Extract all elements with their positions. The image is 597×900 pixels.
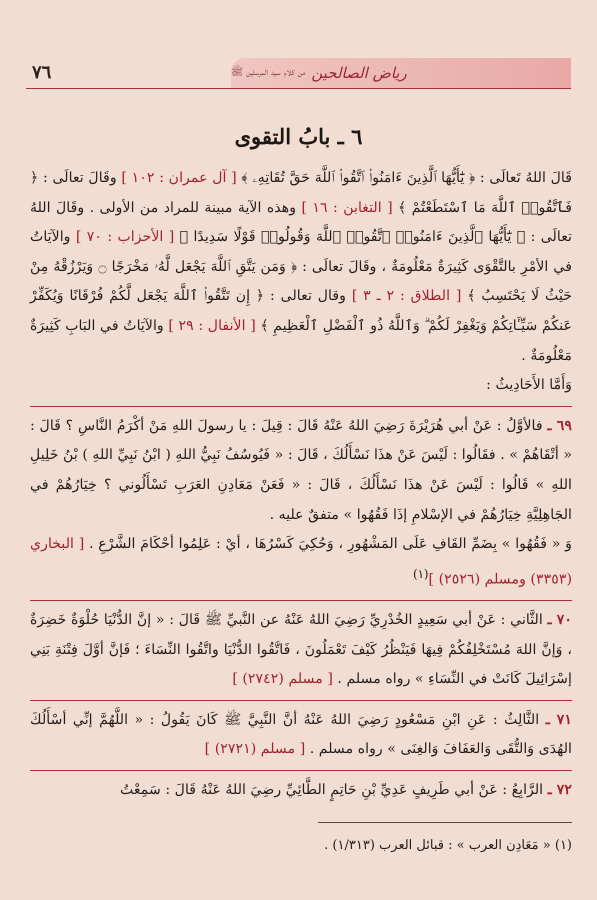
- verse-reference: [ الأحزاب : ٧٠ ]: [75, 229, 175, 246]
- hadith-69-note: وَ « فَقُهُوا » بِضَمِّ القَافِ عَلَى المَشْهُورِ ، وَحُكِيَ كَسْرُهَا ، أيْ : عَلِمُوا أحْكَامَ الشَّرْعِ . [ البخاري (٣٣٥٣) ومسلم (٢٥٢٦) ]$^{(١)}$: [30, 536, 572, 588]
- page-number: ٧٦: [32, 62, 52, 83]
- hadith-reference: [ البخاري (٣٣٥٣) ومسلم (٢٥٢٦) ]: [30, 536, 572, 588]
- hadith-number: ٧٢ ـ: [547, 782, 572, 799]
- footnote: [30, 838, 572, 853]
- hadith-69: ٦٩ ـ فالأوَّلُ : عَنْ أبي هُرَيْرَةَ رَضِيَ اللهُ عَنْهُ قَالَ : قِيلَ : يا رسولَ اللهِ مَنْ أكْرَمُ النَّاسِ ؟ قَالَ : « أتْقَاهُمْ » . فقَالُوا : لَيْسَ عَنْ هذَا نَسْأَلُكَ ، قَالَ : « فَيُوسُفُ نَبِيُّ اللهِ ( ابْنُ نَبِيِّ اللهِ ) بْنُ خَلِيلِ اللهِ » قَالُوا : لَيْسَ عَنْ هذَا نَسْأَلُكَ ، قَالَ : « فَعَنْ مَعَادِنِ العَرَبِ تَسْأَلُوني ؟ خِيَارُهُمْ في الجَاهِلِيَّةِ خِيَارُهُمْ في الإسْلامِ إذَا فَقُهُوا » متفقٌ عليه .: [30, 417, 572, 523]
- hadith-number: ٦٩ ـ: [547, 417, 572, 434]
- verse-reference: [ التغابن : ١٦ ]: [301, 199, 393, 216]
- footnote-number: (١): [554, 838, 572, 853]
- hadith-intro: وَأَمَّا الأَحَادِيثُ :: [486, 377, 572, 394]
- footnote-text: « مَعَادِن العرب » : قبائل العرب (١/٣١٣) .: [324, 838, 551, 853]
- section-divider: [30, 600, 572, 601]
- verse-reference: [ آل عمران : ١٠٢ ]: [121, 170, 237, 186]
- hadith-reference: [ مسلم (٢٧٤٢) ]: [232, 671, 333, 688]
- verse-reference: [ الطلاق : ٢ ـ ٣ ]: [351, 288, 462, 305]
- footnote-marker: (١): [412, 566, 429, 581]
- footnote-rule: [318, 822, 572, 823]
- section-divider: [30, 406, 572, 407]
- book-subtitle: من كلام سيد المرسلين ﷺ: [231, 67, 306, 78]
- section-divider: [30, 700, 572, 701]
- verse-reference: [ الأنفال : ٢٩ ]: [168, 317, 256, 334]
- hadith-70: ٧٠ ـ الثَّاني : عَنْ أبي سَعِيدٍ الخُدْرِيِّ رَضِيَ اللهُ عَنْهُ عن النَّبيِّ ﷺ قَالَ : « إنَّ الدُّنْيَا حُلْوَةٌ خَضِرَةٌ ، وَإنَّ اللهَ مُسْتَخْلِفُكُمْ فِيهَا فَيَنْظُرُ كَيْفَ تَعْمَلُونَ ، فَاتَّقُوا الدُّنْيَا واتَّقُوا النِّسَاءَ ؛ فَإنَّ أوَّلَ فِتْنَةِ بَنِي إسْرَائِيلَ كَانَتْ في النِّسَاءِ » رواه مسلم . [ مسلم (٢٧٤٢) ]: [30, 612, 572, 688]
- page-body: [30, 164, 572, 806]
- section-divider: [30, 770, 572, 771]
- chapter-title: ٦ ـ بابُ التقوى: [234, 124, 363, 149]
- hadith-reference: [ مسلم (٢٧٢١) ]: [204, 741, 306, 758]
- running-header: [26, 58, 571, 89]
- hadith-number: ٧١ ـ: [545, 711, 572, 728]
- hadith-71: ٧١ ـ الثَّالِثُ : عَنِ ابْنِ مَسْعُودٍ رَضِيَ اللهُ عَنْهُ أنَّ النَّبِيَّ ﷺ كَانَ يَقُولُ : « اللَّهُمَّ إنِّي أسْأَلُكَ الهُدَى وَالتُّقَى وَالعَفَافَ وَالغِنَى » رواه مسلم . [ مسلم (٢٧٢١) ]: [30, 711, 572, 758]
- book-title-banner: [231, 58, 571, 88]
- book-title: رياض الصالحين: [311, 64, 407, 82]
- hadith-72: ٧٢ ـ الرَّابِعُ : عَنْ أبي طَرِيفٍ عَدِيِّ بْنِ حَاتِمٍ الطَّائِيِّ رضِيَ اللهُ عَنْهُ قَالَ : سَمِعْتُ: [119, 782, 572, 799]
- hadith-number: ٧٠ ـ: [547, 612, 572, 629]
- intro-paragraph: قَالَ اللهُ تَعالَى : ﴿ يَٰٓأَيُّهَا ٱلَّذِينَ ءَامَنُوا۟ ٱتَّقُوا۟ ٱللَّهَ حَقَّ تُقَاتِهِۦ ﴾ [ آل عمران : ١٠٢ ] وقَالَ تعالَى : ﴿ فَٱتَّقُوا۟ ٱللَّهَ مَا ٱسْتَطَعْتُمْ ﴾ [ التغابن : ١٦ ] وهذه الآية مبينة للمراد من الأولى . وقَالَ اللهُ تعالَى : ﴿ يَٰٓأَيُّهَا ٱلَّذِينَ ءَامَنُوا۟ ٱتَّقُوا۟ ٱللَّهَ وَقُولُوا۟ قَوْلًا سَدِيدًا ﴾ [ الأحزاب : ٧٠ ] والآيَاتُ في الأمْرِ بالتَّقْوَى كَثِيرَةٌ مَعْلُومَةٌ ، وقَالَ تعالَى : ﴿ وَمَن يَتَّقِ ٱللَّهَ يَجْعَل لَّهُۥ مَخْرَجًا ۝ وَيَرْزُقْهُ مِنْ حَيْثُ لَا يَحْتَسِبُ ﴾ [ الطلاق : ٢ ـ ٣ ] وقال تعالى : ﴿ إِن تَتَّقُوا۟ ٱللَّهَ يَجْعَل لَّكُمْ فُرْقَانًا وَيُكَفِّرْ عَنكُمْ سَيِّـَٔاتِكُمْ وَيَغْفِرْ لَكُمْ ۗ وَٱللَّهُ ذُو ٱلْفَضْلِ ٱلْعَظِيمِ ﴾ [ الأنفال : ٢٩ ] والآيَاتُ في البَابِ كَثِيرَةٌ مَعْلُومَةٌ .: [30, 170, 573, 364]
